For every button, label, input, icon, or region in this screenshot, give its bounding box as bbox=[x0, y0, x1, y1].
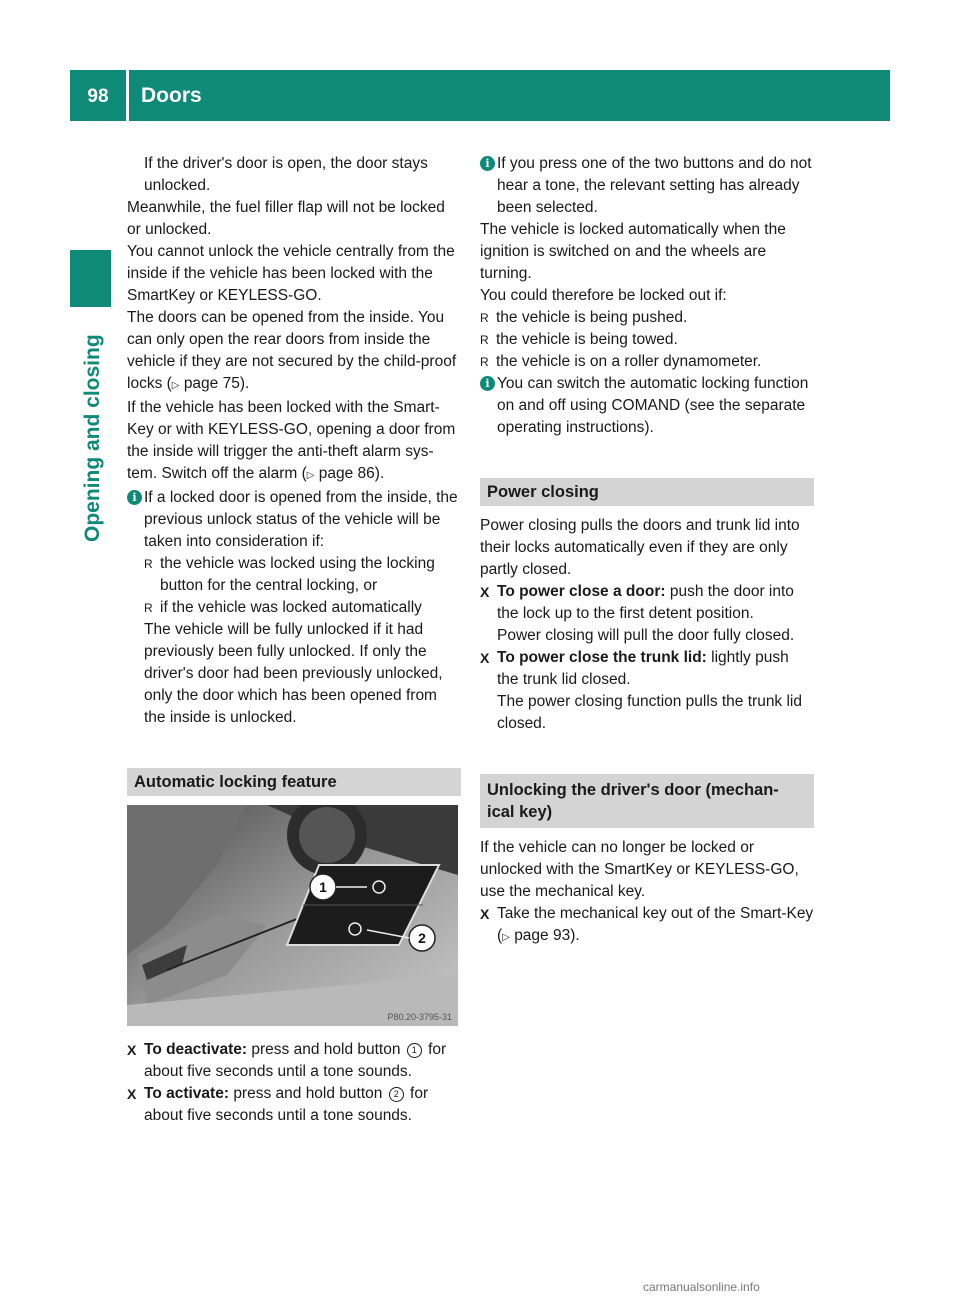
left-column bbox=[127, 153, 461, 1127]
step-marker: X bbox=[127, 1086, 137, 1102]
instruction-step: X To activate: press and hold button 2 for about five seconds until a tone sounds. bbox=[127, 1085, 429, 1124]
side-tab bbox=[73, 318, 113, 558]
side-tab-marker bbox=[70, 250, 111, 307]
button-1-marker: 1 bbox=[407, 1043, 422, 1058]
page-ref-arrow-icon: ▷ bbox=[306, 470, 315, 481]
watermark: carmanualsonline.info bbox=[643, 1280, 760, 1294]
photo-code: P80.20-3795-31 bbox=[387, 1012, 452, 1022]
button-2-marker: 2 bbox=[389, 1087, 404, 1102]
instruction-step: X Take the mechanical key out of the Smart-Key (▷ page 93). bbox=[480, 905, 814, 944]
page-title: Doors bbox=[141, 84, 202, 107]
list-item: R if the vehicle was locked automatically bbox=[127, 597, 461, 619]
info-icon: i bbox=[127, 490, 142, 505]
callout-1: 1 bbox=[319, 879, 327, 895]
paragraph: The vehicle is locked automatically when the ignition is switched on and the wheels are turning. bbox=[480, 221, 786, 282]
bullet-marker: R bbox=[480, 355, 489, 369]
page-ref-link[interactable]: page 86). bbox=[318, 465, 385, 482]
page-ref-arrow-icon: ▷ bbox=[502, 932, 510, 943]
instruction-step: X To power close a door: push the door into the lock up to the first detent position. Power closing will pull the door fully closed. bbox=[480, 583, 795, 644]
section-heading: Unlocking the driver's door (mechan-ical key) bbox=[480, 774, 814, 828]
step-marker: X bbox=[480, 584, 490, 600]
list-item: R the vehicle is being pushed. bbox=[480, 307, 814, 329]
paragraph: If the vehicle can no longer be locked or unlocked with the SmartKey or KEYLESS-GO, use the mechanical key. bbox=[480, 839, 799, 900]
info-note: i If a locked door is opened from the inside, the previous unlock status of the vehicle will be taken into consideration if: bbox=[127, 487, 461, 553]
list-item: R the vehicle was locked using the locking button for the central locking, or bbox=[144, 555, 435, 594]
paragraph: If the driver's door is open, the door stays unlocked. bbox=[144, 155, 428, 194]
info-note: i You can switch the automatic locking function on and off using COMAND (see the separate operating instructions). bbox=[480, 373, 814, 439]
bullet-marker: R bbox=[480, 311, 489, 325]
bullet-marker: R bbox=[480, 333, 489, 347]
paragraph: The doors can be opened from the inside. You can only open the rear doors from inside the vehicle if they are not secured by the child-proof locks (▷ page 75). bbox=[127, 309, 457, 392]
page-ref-link[interactable]: page 93). bbox=[514, 927, 580, 944]
list-item: R the vehicle is being towed. bbox=[480, 329, 814, 351]
paragraph: Meanwhile, the fuel filler flap will not be locked or unlocked. bbox=[127, 199, 445, 238]
right-column bbox=[480, 153, 814, 949]
paragraph: You cannot unlock the vehicle centrally from the inside if the vehicle has been locked with the SmartKey or KEYLESS-GO. bbox=[127, 243, 455, 304]
instruction-step: X To deactivate: press and hold button 1 for about five seconds until a tone sounds. bbox=[127, 1041, 447, 1080]
page-ref-link[interactable]: page 75). bbox=[183, 375, 250, 392]
paragraph: The vehicle will be fully unlocked if it had previously been fully unlocked. If only the driver's door had been previously unlocked, only the door which has been opened from the inside is unlocked. bbox=[144, 621, 443, 726]
step-marker: X bbox=[127, 1042, 137, 1058]
instruction-step: X To power close the trunk lid: lightly push the trunk lid closed. The power closing function pulls the trunk lid closed. bbox=[480, 649, 802, 732]
page-number: 98 bbox=[87, 86, 109, 107]
paragraph: If the vehicle has been locked with the Smart-Key or with KEYLESS-GO, opening a door from the inside will trigger the anti-theft alarm sys-tem. Switch off the alarm (▷ page 86). bbox=[127, 399, 456, 482]
callout-2: 2 bbox=[418, 930, 426, 946]
step-marker: X bbox=[480, 650, 490, 666]
section-heading: Power closing bbox=[480, 478, 814, 506]
paragraph: Power closing pulls the doors and trunk lid into their locks automatically even if they are only partly closed. bbox=[480, 517, 800, 578]
list-item: R the vehicle is on a roller dynamometer. bbox=[480, 351, 814, 373]
info-note: i If you press one of the two buttons and do not hear a tone, the relevant setting has already been selected. bbox=[480, 153, 814, 219]
info-icon: i bbox=[480, 156, 495, 171]
step-marker: X bbox=[480, 906, 490, 922]
side-tab-label: Opening and closing bbox=[81, 334, 104, 542]
info-icon: i bbox=[480, 376, 495, 391]
bullet-marker: R bbox=[144, 601, 153, 615]
paragraph: You could therefore be locked out if: bbox=[480, 287, 727, 304]
header-divider bbox=[126, 70, 129, 121]
section-heading: Automatic locking feature bbox=[127, 768, 461, 796]
door-panel-photo bbox=[127, 805, 458, 1026]
page-ref-arrow-icon: ▷ bbox=[171, 380, 180, 391]
bullet-marker: R bbox=[144, 557, 153, 571]
